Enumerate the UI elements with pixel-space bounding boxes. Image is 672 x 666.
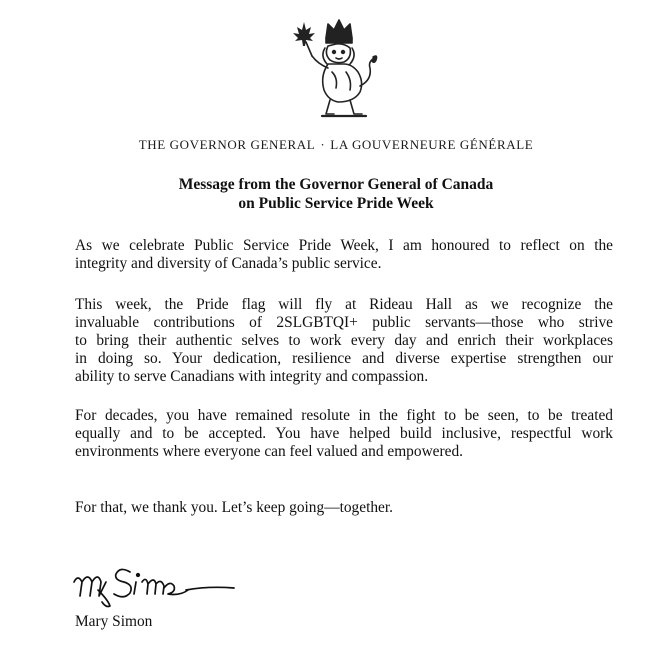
handwritten-signature — [68, 560, 240, 610]
title-line-2: on Public Service Pride Week — [238, 195, 434, 212]
office-french: LA GOUVERNEURE GÉNÉRALE — [330, 137, 534, 152]
message-title — [0, 175, 672, 213]
office-english: THE GOVERNOR GENERAL — [138, 137, 316, 152]
paragraph-line: to bring their authentic selves to work every day and enrich their workplaces — [75, 332, 613, 349]
paragraph-line: environments where everyone can feel valued and empowered. — [75, 443, 464, 460]
royal-crest-icon — [280, 16, 398, 120]
paragraph-line: This week, the Pride flag will fly at Rideau Hall as we recognize the — [75, 296, 613, 313]
paragraph-line: equally and to be accepted. You have helped build inclusive, respectful work — [75, 425, 613, 442]
paragraph-3 — [75, 407, 613, 461]
paragraph-1 — [75, 237, 613, 273]
paragraph-line: For that, we thank you. Let’s keep going—together. — [75, 499, 394, 516]
paragraph-line: in doing so. Your dedication, resilience and diverse expertise strengthen our — [75, 350, 613, 367]
paragraph-line: integrity and diversity of Canada’s public service. — [75, 255, 382, 272]
paragraph-4 — [75, 499, 613, 517]
title-line-1: Message from the Governor General of Canada — [178, 176, 494, 193]
paragraph-line: As we celebrate Public Service Pride Week, I am honoured to reflect on the — [75, 237, 613, 254]
paragraph-line: For decades, you have remained resolute in the fight to be seen, to be treated — [75, 407, 613, 424]
signatory-name: Mary Simon — [75, 613, 153, 630]
paragraph-2 — [75, 296, 613, 386]
paragraph-line: invaluable contributions of 2SLGBTQI+ public servants—those who strive — [75, 314, 613, 331]
paragraph-line: ability to serve Canadians with integrity and compassion. — [75, 368, 429, 385]
office-heading — [0, 137, 672, 153]
office-separator: · — [320, 137, 326, 152]
